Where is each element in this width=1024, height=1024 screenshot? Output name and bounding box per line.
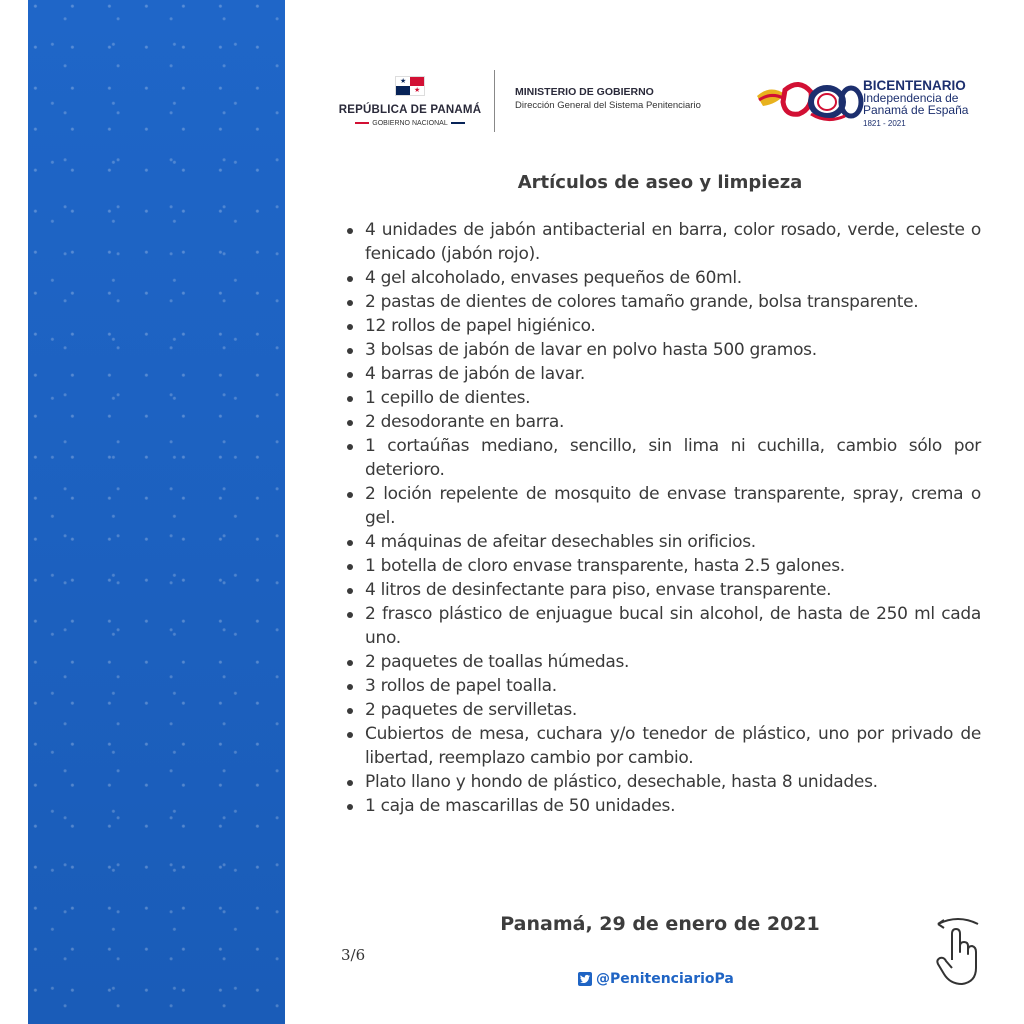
bicentennial-years: 1821 - 2021 (863, 119, 906, 128)
list-item: 2 pastas de dientes de colores tamaño grande, bolsa transparente. (345, 290, 981, 314)
page-number: 3/6 (341, 946, 366, 964)
republic-title: REPÚBLICA DE PANAMÁ (338, 104, 482, 116)
swipe-hand-icon[interactable] (930, 912, 982, 988)
bicentennial-line-1: Independencia de (863, 91, 959, 105)
list-item: 4 máquinas de afeitar desechables sin orificios. (345, 530, 981, 554)
list-item: 4 litros de desinfectante para piso, envase transparente. (345, 578, 981, 602)
republic-subtitle-text: GOBIERNO NACIONAL (372, 120, 448, 127)
list-item: Cubiertos de mesa, cuchara y/o tenedor de plástico, uno por privado de libertad, reemplazo cambio por cambio. (345, 722, 981, 770)
list-item: 4 unidades de jabón antibacterial en barra, color rosado, verde, celeste o fenicado (jabón rojo). (345, 218, 981, 266)
twitter-link[interactable] (578, 971, 734, 987)
ministry-subtitle: Dirección General del Sistema Penitenciario (515, 100, 701, 111)
bicentennial-title: BICENTENARIO (863, 78, 966, 93)
header (335, 70, 985, 140)
list-item: 12 rollos de papel higiénico. (345, 314, 981, 338)
list-item: 3 rollos de papel toalla. (345, 674, 981, 698)
list-item: 2 frasco plástico de enjuague bucal sin alcohol, de hasta de 250 ml cada uno. (345, 602, 981, 650)
list-item: 3 bolsas de jabón de lavar en polvo hasta 500 gramos. (345, 338, 981, 362)
list-item: 2 desodorante en barra. (345, 410, 981, 434)
list-item: 4 gel alcoholado, envases pequeños de 60ml. (345, 266, 981, 290)
list-item: 1 caja de mascarillas de 50 unidades. (345, 794, 981, 818)
document-title: Artículos de aseo y limpieza (517, 172, 803, 193)
twitter-handle: @PenitenciarioPa (596, 971, 734, 987)
bicentennial-text (863, 80, 968, 130)
list-item: 2 paquetes de toallas húmedas. (345, 650, 981, 674)
list-item: 1 cepillo de dientes. (345, 386, 981, 410)
republic-logo (335, 76, 485, 127)
panama-flag-icon: ★ ★ (395, 76, 425, 96)
list-item: Plato llano y hondo de plástico, desechable, hasta 8 unidades. (345, 770, 981, 794)
items-list (345, 218, 981, 818)
list-item: 4 barras de jabón de lavar. (345, 362, 981, 386)
ministry-block (515, 86, 701, 111)
bicentennial-line-2: Panamá de España (863, 103, 969, 117)
document-date: Panamá, 29 de enero de 2021 (500, 913, 820, 935)
list-item: 1 botella de cloro envase transparente, hasta 2.5 galones. (345, 554, 981, 578)
bicentennial-logo-icon (755, 76, 865, 128)
republic-subtitle (335, 120, 485, 127)
ministry-title: MINISTERIO DE GOBIERNO (515, 86, 654, 98)
header-divider (494, 70, 495, 132)
list-item: 2 paquetes de servilletas. (345, 698, 981, 722)
list-item: 1 cortaúñas mediano, sencillo, sin lima ni cuchilla, cambio sólo por deterioro. (345, 434, 981, 482)
side-panel-decoration (28, 0, 285, 1024)
list-item: 2 loción repelente de mosquito de envase transparente, spray, crema o gel. (345, 482, 981, 530)
twitter-icon (578, 972, 592, 986)
